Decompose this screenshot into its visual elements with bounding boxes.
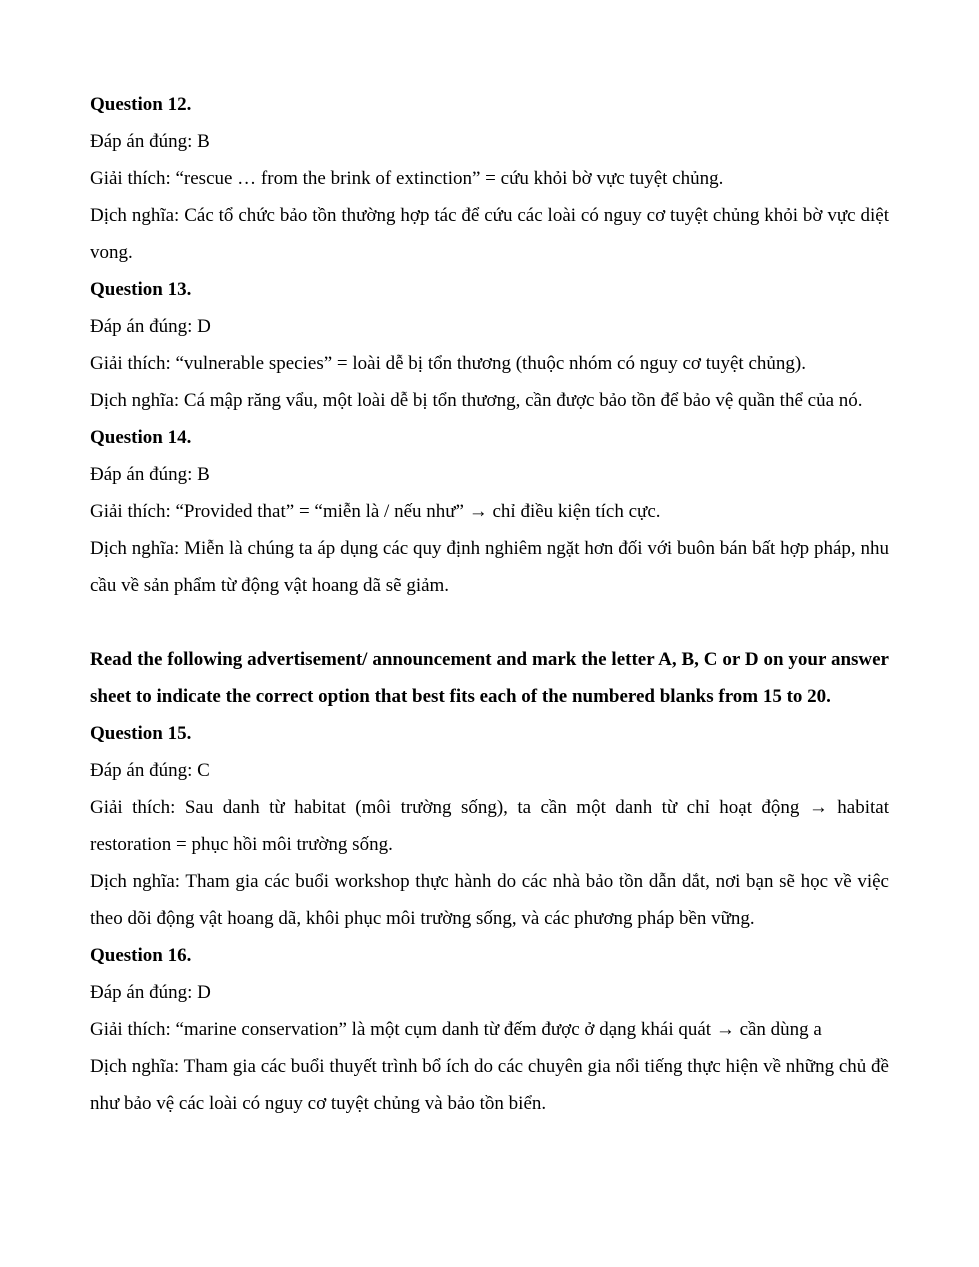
question-12-answer-line: Đáp án đúng: B bbox=[90, 131, 210, 152]
question-16-explanation-line: Giải thích: “marine conservation” là một cụm danh từ đếm được ở dạng khái quát → cần dùng a bbox=[90, 1019, 822, 1040]
question-13-explanation-line: Giải thích: “vulnerable species” = loài dễ bị tổn thương (thuộc nhóm có nguy cơ tuyệt chủng). bbox=[90, 353, 806, 374]
question-15-translation-line: Dịch nghĩa: Tham gia các buổi workshop thực hành do các nhà bảo tồn dẫn dắt, nơi bạn sẽ học về việc theo dõi động vật hoang dã, khôi phục môi trường sống, và các phương pháp bền vững. bbox=[90, 871, 889, 929]
blank-line-spacer bbox=[90, 604, 889, 641]
section-instruction: Read the following advertisement/ announcement and mark the letter A, B, C or D on your answer sheet to indicate the correct option that best fits each of the numbered blanks from 15 to 20. bbox=[90, 649, 889, 707]
question-13-answer-line: Đáp án đúng: D bbox=[90, 316, 211, 337]
question-13-heading: Question 13. bbox=[90, 279, 192, 300]
question-14-translation-line: Dịch nghĩa: Miễn là chúng ta áp dụng các quy định nghiêm ngặt hơn đối với buôn bán bất hợp pháp, nhu cầu về sản phẩm từ động vật hoang dã sẽ giảm. bbox=[90, 538, 889, 596]
question-14-explanation-line: Giải thích: “Provided that” = “miễn là / nếu như” → chỉ điều kiện tích cực. bbox=[90, 501, 661, 522]
question-15-heading: Question 15. bbox=[90, 723, 192, 744]
question-12-translation-line: Dịch nghĩa: Các tổ chức bảo tồn thường hợp tác để cứu các loài có nguy cơ tuyệt chủng khỏi bờ vực diệt vong. bbox=[90, 205, 889, 263]
question-16-translation-line: Dịch nghĩa: Tham gia các buổi thuyết trình bổ ích do các chuyên gia nổi tiếng thực hiện về những chủ đề như bảo vệ các loài có nguy cơ tuyệt chủng và bảo tồn biển. bbox=[90, 1056, 889, 1114]
question-16-answer-line: Đáp án đúng: D bbox=[90, 982, 211, 1003]
question-14-answer-line: Đáp án đúng: B bbox=[90, 464, 210, 485]
question-16-heading: Question 16. bbox=[90, 945, 192, 966]
question-12-heading: Question 12. bbox=[90, 94, 192, 115]
question-14-heading: Question 14. bbox=[90, 427, 192, 448]
question-15-explanation-line: Giải thích: Sau danh từ habitat (môi trường sống), ta cần một danh từ chỉ hoạt động → habitat restoration = phục hồi môi trường sống. bbox=[90, 797, 889, 855]
question-12-explanation-line: Giải thích: “rescue … from the brink of extinction” = cứu khỏi bờ vực tuyệt chủng. bbox=[90, 168, 724, 189]
question-13-translation-line: Dịch nghĩa: Cá mập răng vẩu, một loài dễ bị tổn thương, cần được bảo tồn để bảo vệ quần thể của nó. bbox=[90, 390, 863, 411]
question-15-answer-line: Đáp án đúng: C bbox=[90, 760, 210, 781]
